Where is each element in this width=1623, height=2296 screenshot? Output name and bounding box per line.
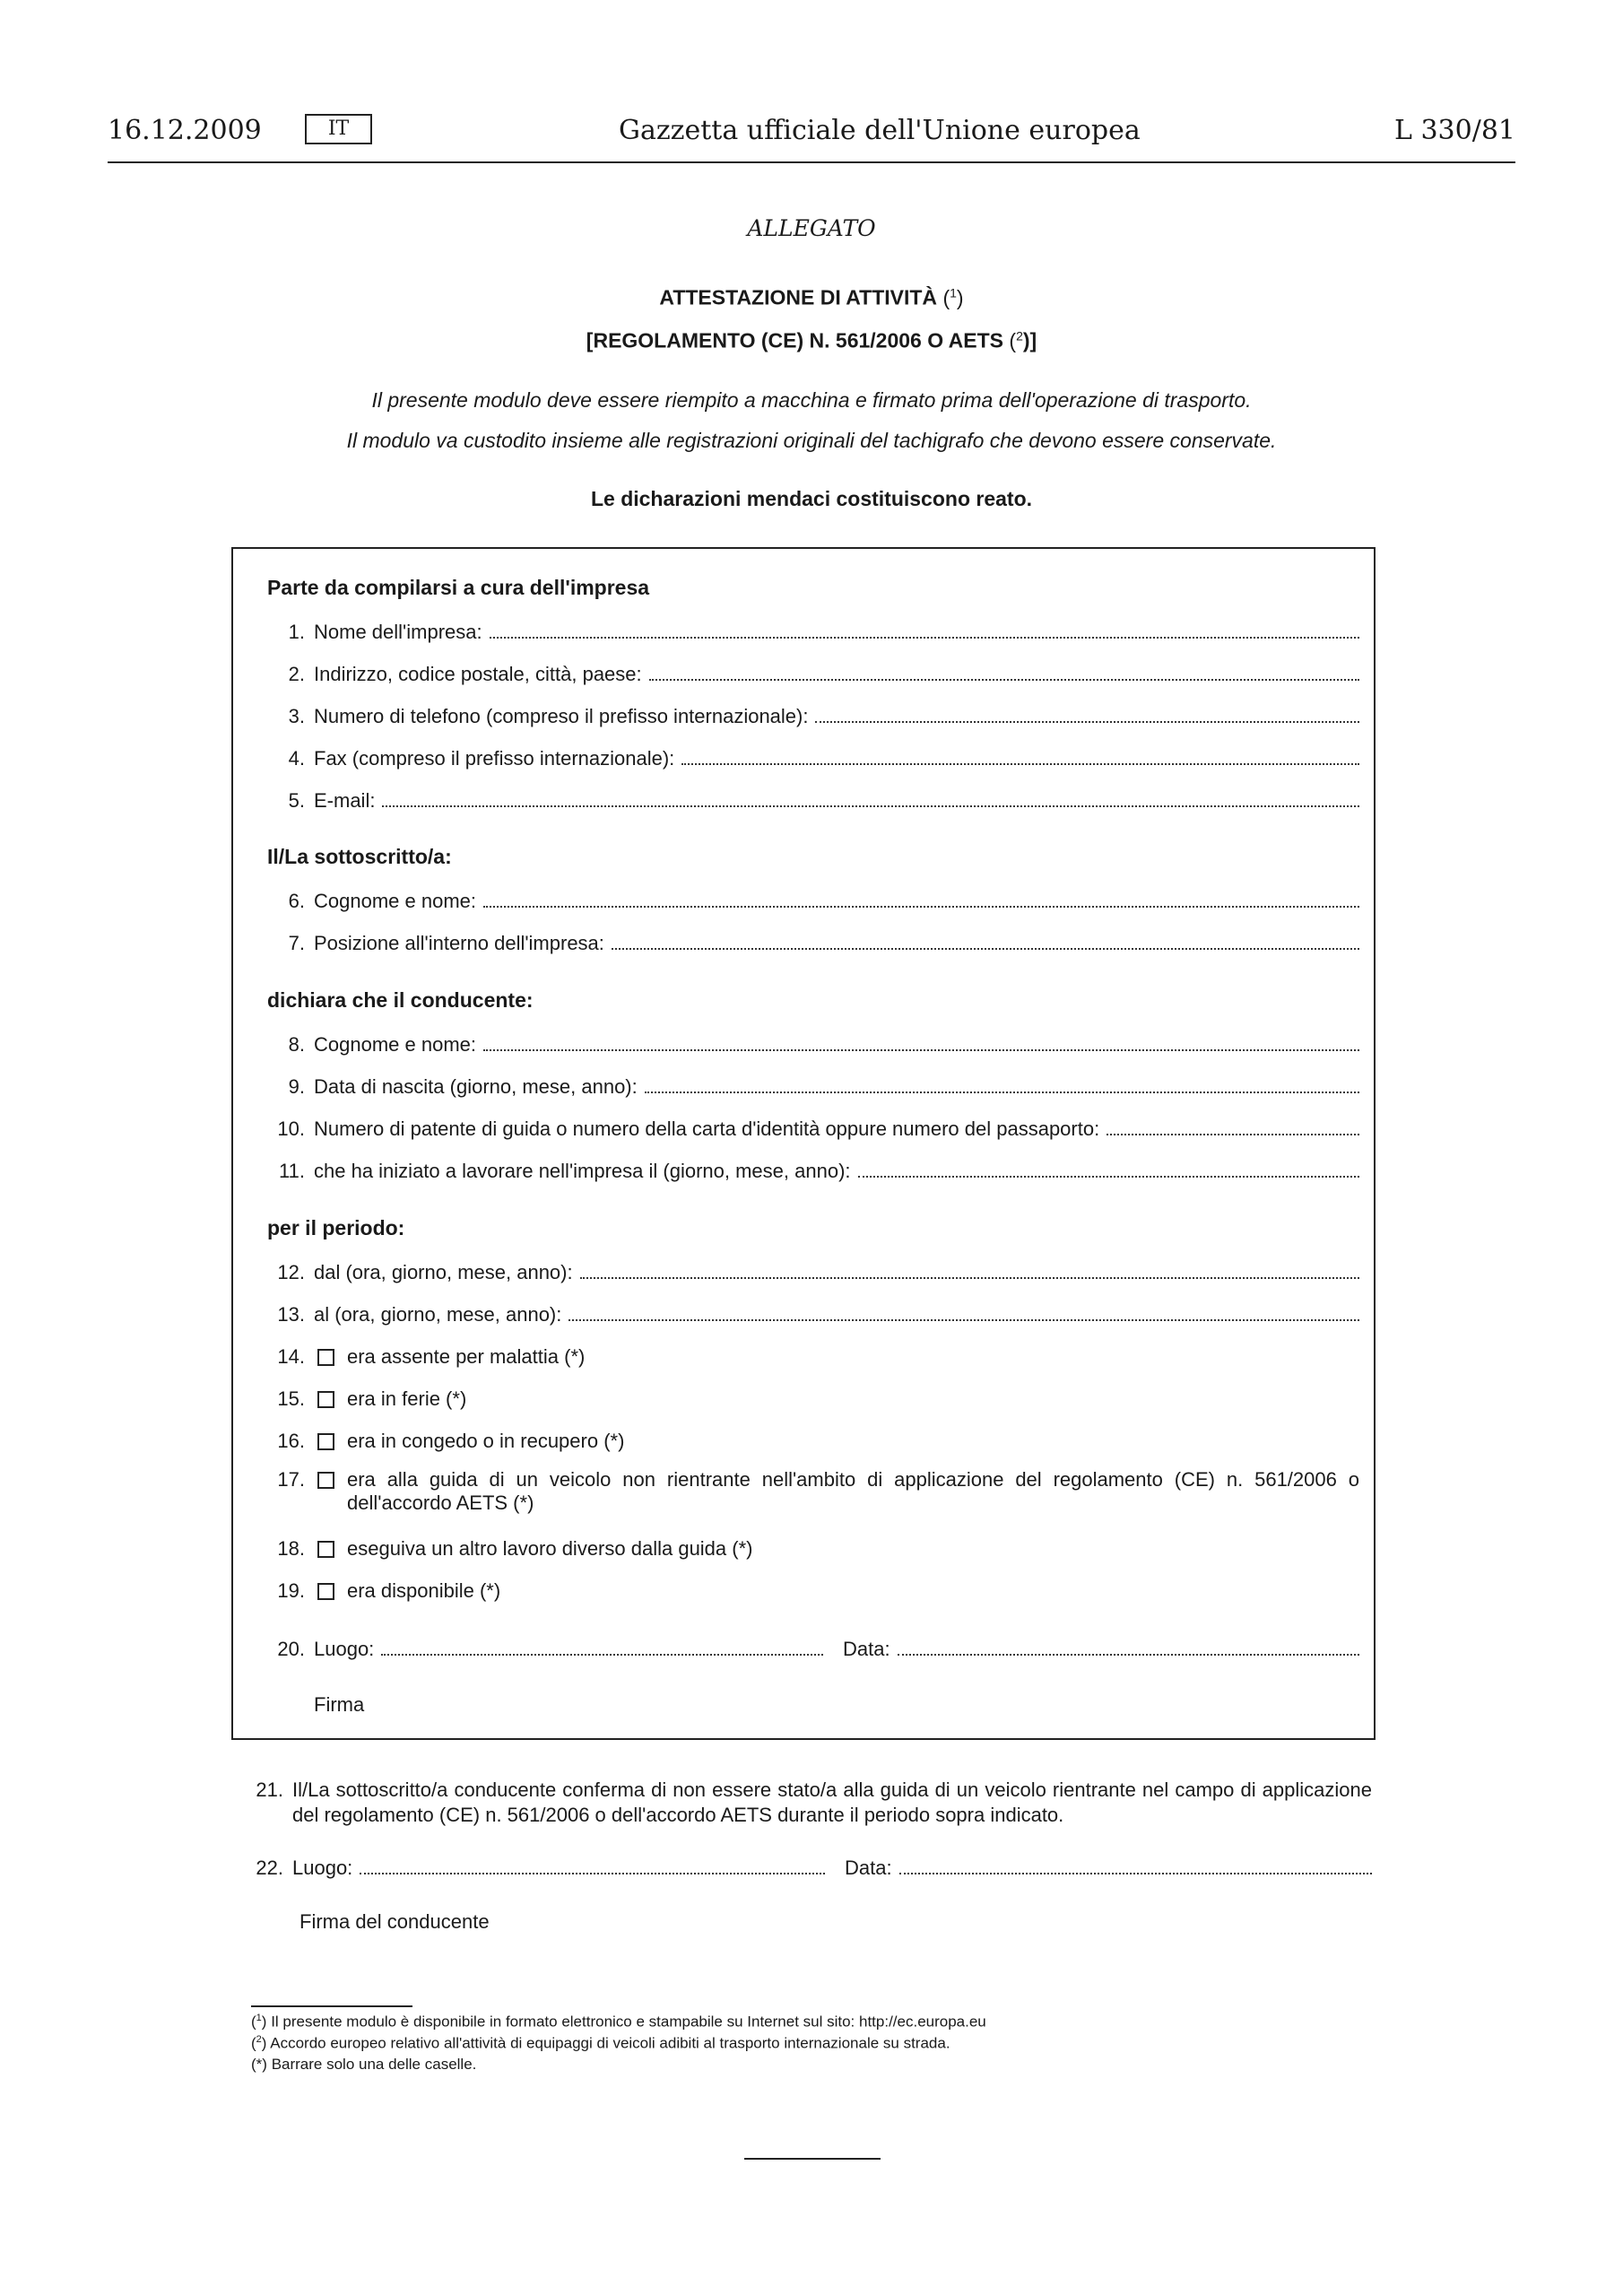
fill-line[interactable] — [483, 1049, 1359, 1051]
field-number: 16. — [277, 1430, 305, 1452]
field-label: al (ora, giorno, mese, anno): — [314, 1303, 562, 1326]
option-exempt-vehicle[interactable] — [267, 1468, 1359, 1515]
checkbox[interactable] — [317, 1541, 334, 1558]
field-label: Nome dell'impresa: — [314, 621, 482, 643]
field-number: 6. — [288, 890, 305, 912]
option-label: era disponibile (*) — [347, 1579, 501, 1602]
fill-line[interactable] — [899, 1873, 1372, 1874]
field-number: 17. — [277, 1468, 305, 1491]
field-number: 11. — [279, 1160, 305, 1182]
fill-line[interactable] — [381, 1654, 823, 1656]
fill-line[interactable] — [483, 906, 1359, 908]
fill-line[interactable] — [815, 721, 1359, 723]
field-signatory-name[interactable] — [267, 886, 1359, 913]
checkbox[interactable] — [317, 1472, 334, 1489]
field-company-phone[interactable] — [267, 701, 1359, 728]
field-driver-start-date[interactable] — [267, 1156, 1359, 1183]
footnote: (*) Barrare solo una delle caselle. — [251, 2056, 477, 2073]
option-holiday[interactable] — [267, 1384, 1359, 1411]
field-number: 10. — [277, 1118, 305, 1140]
checkbox[interactable] — [317, 1391, 334, 1408]
field-label: Cognome e nome: — [314, 1033, 476, 1056]
field-company-email[interactable] — [267, 786, 1359, 813]
section-period: per il periodo: — [267, 1216, 405, 1239]
field-driver-birthdate[interactable] — [267, 1072, 1359, 1099]
footnote: ($^1$) Il presente modulo è disponibile in formato elettronico e stampabile su Internet sul sito: http://ec.europa.eu — [251, 2013, 986, 2031]
document-subtitle: [REGOLAMENTO (CE) N. 561/2006 O AETS ($^2$)] — [586, 328, 1037, 352]
field-number: 18. — [277, 1537, 305, 1560]
field-number: 14. — [277, 1345, 305, 1368]
field-driver-licence[interactable] — [267, 1114, 1359, 1141]
page-reference: L 330/81 — [1394, 115, 1515, 146]
field-number: 15. — [277, 1387, 305, 1410]
field-company-name[interactable] — [267, 617, 1359, 644]
field-number: 12. — [277, 1261, 305, 1283]
document-title-text: ATTESTAZIONE DI ATTIVITÀ — [659, 285, 938, 309]
field-number: 21. — [256, 1779, 283, 1801]
footnote-ref-2: 2 — [1016, 328, 1023, 343]
field-label: Numero di telefono (compreso il prefisso internazionale): — [314, 705, 809, 727]
fill-line[interactable] — [382, 805, 1359, 807]
field-company-date[interactable] — [843, 1634, 1359, 1661]
field-company-address[interactable] — [267, 659, 1359, 686]
field-number: 20. — [277, 1638, 305, 1660]
field-label: dal (ora, giorno, mese, anno): — [314, 1261, 573, 1283]
field-label: Fax (compreso il prefisso internazionale): — [314, 747, 675, 770]
fill-line[interactable] — [580, 1277, 1359, 1279]
footnote-text: Il presente modulo è disponibile in formato elettronico e stampabile su Internet sul sito: http://ec.europa.eu — [271, 2013, 986, 2031]
document-title: ATTESTAZIONE DI ATTIVITÀ ($^1$) — [659, 285, 964, 309]
fill-line[interactable] — [858, 1176, 1359, 1178]
option-label: era in congedo o in recupero (*) — [347, 1430, 625, 1452]
field-signatory-position[interactable] — [267, 928, 1359, 955]
confirmation-text: Il/La sottoscritto/a conducente conferma di non essere stato/a alla guida di un veicolo rientrante nel campo di applicazione del regolamento (CE) n. 561/2006 o dell'accordo AETS durante il periodo sopra indicato. — [292, 1779, 1372, 1826]
driver-confirmation — [251, 1778, 1372, 1828]
driver-signature-label: Firma del conducente — [299, 1910, 490, 1933]
field-company-place[interactable] — [267, 1634, 823, 1661]
field-label: Data: — [845, 1857, 892, 1879]
section-driver: dichiara che il conducente: — [267, 988, 534, 1012]
field-period-to[interactable] — [267, 1300, 1359, 1326]
company-signature-label: Firma — [314, 1693, 365, 1716]
field-number: 8. — [288, 1033, 305, 1056]
fill-line[interactable] — [568, 1319, 1359, 1321]
false-declaration-warning: Le dicharazioni mendaci costituiscono reato. — [590, 487, 1033, 510]
footnote: ($^2$) Accordo europeo relativo all'attività di equipaggi di veicoli adibiti al trasporto internazionale su strada. — [251, 2034, 950, 2052]
field-label: Numero di patente di guida o numero della carta d'identità oppure numero del passaporto: — [314, 1118, 1100, 1140]
header-divider — [108, 161, 1515, 163]
footnote-ref-1: 1 — [950, 285, 957, 300]
option-label: era alla guida di un veicolo non rientrante nell'ambito di applicazione del regolamento (CE) n. 561/2006 o dell'accordo AETS (*) — [347, 1468, 1359, 1514]
fill-line[interactable] — [898, 1654, 1359, 1656]
footnote-text: Accordo europeo relativo all'attività di equipaggi di veicoli adibiti al trasporto internazionale su strada. — [270, 2034, 950, 2052]
footnote-divider — [251, 2005, 412, 2007]
field-number: 4. — [288, 747, 305, 770]
fill-line[interactable] — [649, 679, 1359, 681]
footnote-text: Barrare solo una delle caselle. — [271, 2056, 477, 2073]
fill-line[interactable] — [612, 948, 1359, 950]
field-label: Data di nascita (giorno, mese, anno): — [314, 1075, 638, 1098]
fill-line[interactable] — [490, 637, 1359, 639]
section-company: Parte da compilarsi a cura dell'impresa — [267, 576, 650, 599]
footnote-mark: * — [256, 2056, 263, 2073]
checkbox[interactable] — [317, 1583, 334, 1600]
fill-line[interactable] — [681, 763, 1359, 765]
fill-line[interactable] — [360, 1873, 825, 1874]
field-label: Indirizzo, codice postale, città, paese: — [314, 663, 642, 685]
end-divider — [744, 2158, 881, 2160]
document-subtitle-end: )] — [1022, 328, 1037, 352]
fill-line[interactable] — [1107, 1134, 1359, 1135]
field-driver-place[interactable] — [251, 1853, 825, 1880]
field-label: Cognome e nome: — [314, 890, 476, 912]
field-label: Posizione all'interno dell'impresa: — [314, 932, 604, 954]
language-badge: IT — [305, 114, 372, 144]
instruction-line: Il modulo va custodito insieme alle registrazioni originali del tachigrafo che devono essere conservate. — [346, 429, 1277, 452]
field-number: 1. — [288, 621, 305, 643]
instruction-line: Il presente modulo deve essere riempito a macchina e firmato prima dell'operazione di trasporto. — [371, 388, 1252, 412]
option-available[interactable] — [267, 1576, 1359, 1603]
field-number: 2. — [288, 663, 305, 685]
publication-date: 16.12.2009 — [108, 115, 262, 146]
field-label: Data: — [843, 1638, 890, 1660]
section-signatory: Il/La sottoscritto/a: — [267, 845, 452, 868]
option-other-work[interactable] — [267, 1534, 1359, 1561]
field-number: 5. — [288, 789, 305, 812]
field-label: Luogo: — [292, 1857, 353, 1879]
field-number: 19. — [277, 1579, 305, 1602]
field-driver-date[interactable] — [845, 1853, 1372, 1880]
field-number: 9. — [288, 1075, 305, 1098]
field-period-from[interactable] — [267, 1257, 1359, 1284]
checkbox[interactable] — [317, 1349, 334, 1366]
fill-line[interactable] — [645, 1091, 1359, 1093]
footnote-mark: 2 — [256, 2034, 262, 2045]
field-number: 13. — [277, 1303, 305, 1326]
field-number: 3. — [288, 705, 305, 727]
option-label: eseguiva un altro lavoro diverso dalla guida (*) — [347, 1537, 753, 1560]
option-leave[interactable] — [267, 1426, 1359, 1453]
field-label: che ha iniziato a lavorare nell'impresa il (giorno, mese, anno): — [314, 1160, 851, 1182]
option-sick[interactable] — [267, 1342, 1359, 1369]
field-label: E-mail: — [314, 789, 376, 812]
annex-label: ALLEGATO — [747, 215, 876, 241]
field-driver-name[interactable] — [267, 1030, 1359, 1057]
field-number: 7. — [288, 932, 305, 954]
footnote-mark: 1 — [256, 2013, 262, 2023]
option-label: era in ferie (*) — [347, 1387, 467, 1410]
field-number: 22. — [256, 1857, 283, 1879]
checkbox[interactable] — [317, 1433, 334, 1450]
journal-title: Gazzetta ufficiale dell'Unione europea — [619, 115, 1141, 146]
option-label: era assente per malattia (*) — [347, 1345, 586, 1368]
field-label: Luogo: — [314, 1638, 375, 1660]
field-company-fax[interactable] — [267, 744, 1359, 770]
document-subtitle-text: [REGOLAMENTO (CE) N. 561/2006 O AETS — [586, 328, 1004, 352]
